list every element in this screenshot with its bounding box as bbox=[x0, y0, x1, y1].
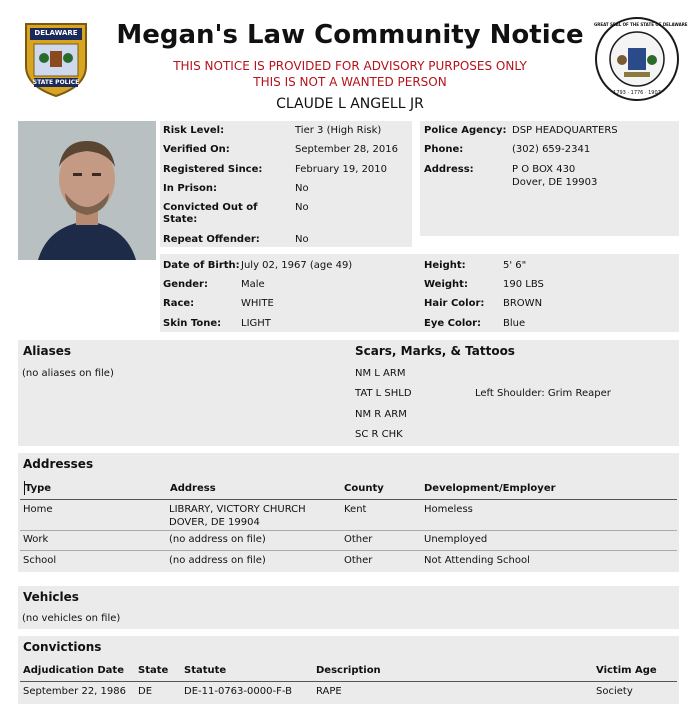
repeat-offender-value: No bbox=[295, 234, 309, 245]
in-prison-value: No bbox=[295, 183, 309, 194]
person-name: CLAUDE L ANGELL JR bbox=[276, 96, 424, 112]
race-label: Race: bbox=[163, 298, 195, 309]
conviction-row-statute: DE-11-0763-0000-F-B bbox=[184, 686, 292, 697]
gender-label: Gender: bbox=[163, 279, 208, 290]
address-row-county: Other bbox=[344, 555, 373, 566]
address-row-address-line2: DOVER, DE 19904 bbox=[169, 517, 260, 528]
address-row-county: Other bbox=[344, 534, 373, 545]
scar-item: NM R ARM bbox=[355, 409, 407, 420]
scar-item: NM L ARM bbox=[355, 368, 406, 379]
address-col-employer: Development/Employer bbox=[424, 483, 556, 494]
scars-title: Scars, Marks, & Tattoos bbox=[355, 344, 515, 358]
agency-address-line1: P O BOX 430 bbox=[512, 164, 576, 175]
hair-color-label: Hair Color: bbox=[424, 298, 485, 309]
address-row-type: Work bbox=[23, 534, 49, 545]
height-label: Height: bbox=[424, 260, 466, 271]
gender-value: Male bbox=[241, 279, 265, 290]
agency-address-line2: Dover, DE 19903 bbox=[512, 177, 598, 188]
conviction-col-date: Adjudication Date bbox=[23, 665, 124, 676]
address-row-address: (no address on file) bbox=[169, 534, 266, 545]
address-row-type: Home bbox=[23, 504, 53, 515]
agency-address-label: Address: bbox=[424, 164, 474, 175]
hair-color-value: BROWN bbox=[503, 298, 543, 309]
height-value: 5' 6" bbox=[503, 260, 527, 271]
weight-label: Weight: bbox=[424, 279, 468, 290]
race-value: WHITE bbox=[241, 298, 274, 309]
state-seal bbox=[594, 16, 688, 102]
phone-value: (302) 659-2341 bbox=[512, 144, 591, 155]
address-row-address: LIBRARY, VICTORY CHURCH bbox=[169, 504, 306, 515]
eye-color-value: Blue bbox=[503, 318, 526, 329]
scar-item: SC R CHK bbox=[355, 429, 403, 440]
dob-value: July 02, 1967 (age 49) bbox=[241, 260, 353, 271]
badge-text-top: DELAWARE bbox=[34, 29, 78, 37]
advisory-notice: THIS NOTICE IS PROVIDED FOR ADVISORY PURPOSES ONLY bbox=[173, 59, 527, 73]
phone-label: Phone: bbox=[424, 144, 464, 155]
text-cursor bbox=[24, 481, 25, 495]
address-row-type: School bbox=[23, 555, 57, 566]
convicted-out-of-state-label: Convicted Out of State: bbox=[163, 202, 258, 225]
dob-label: Date of Birth: bbox=[163, 260, 240, 271]
conviction-col-description: Description bbox=[316, 665, 381, 676]
convicted-out-of-state-value: No bbox=[295, 202, 309, 213]
address-row-divider bbox=[20, 550, 677, 551]
conviction-row-victim-age: Society bbox=[596, 686, 633, 697]
tattoo-note: Left Shoulder: Grim Reaper bbox=[475, 388, 611, 399]
conviction-header-divider bbox=[20, 681, 677, 682]
address-col-type: Type bbox=[25, 483, 52, 494]
page-title: Megan's Law Community Notice bbox=[116, 20, 584, 50]
addresses-title: Addresses bbox=[23, 457, 94, 471]
address-row-employer: Unemployed bbox=[424, 534, 488, 545]
address-col-county: County bbox=[344, 483, 384, 494]
vehicles-empty: (no vehicles on file) bbox=[22, 613, 121, 624]
weight-value: 190 LBS bbox=[503, 279, 544, 290]
verified-on-value: September 28, 2016 bbox=[295, 144, 398, 155]
offender-photo bbox=[18, 121, 156, 260]
address-row-employer: Homeless bbox=[424, 504, 473, 515]
registered-since-label: Registered Since: bbox=[163, 164, 263, 175]
eye-color-label: Eye Color: bbox=[424, 318, 482, 329]
in-prison-label: In Prison: bbox=[163, 183, 217, 194]
conviction-row-date: September 22, 1986 bbox=[23, 686, 126, 697]
risk-level-value: Tier 3 (High Risk) bbox=[295, 125, 382, 136]
address-col-address: Address bbox=[170, 483, 216, 494]
address-row-county: Kent bbox=[344, 504, 367, 515]
risk-level-label: Risk Level: bbox=[163, 125, 225, 136]
skin-tone-value: LIGHT bbox=[241, 318, 271, 329]
conviction-col-victim-age: Victim Age bbox=[596, 665, 657, 676]
aliases-title: Aliases bbox=[23, 344, 72, 358]
conviction-col-statute: Statute bbox=[184, 665, 227, 676]
not-wanted-notice: THIS IS NOT A WANTED PERSON bbox=[253, 75, 447, 89]
seal-text: GREAT SEAL OF THE STATE OF DELAWARE bbox=[594, 22, 688, 27]
convictions-title: Convictions bbox=[23, 640, 102, 654]
address-row-employer: Not Attending School bbox=[424, 555, 530, 566]
police-agency-value: DSP HEADQUARTERS bbox=[512, 125, 618, 136]
address-row-divider bbox=[20, 530, 677, 531]
scar-item: TAT L SHLD bbox=[355, 388, 412, 399]
vehicles-title: Vehicles bbox=[23, 590, 79, 604]
police-agency-label: Police Agency: bbox=[424, 125, 507, 136]
skin-tone-label: Skin Tone: bbox=[163, 318, 222, 329]
conviction-row-state: DE bbox=[138, 686, 153, 697]
aliases-empty: (no aliases on file) bbox=[22, 368, 114, 379]
verified-on-label: Verified On: bbox=[163, 144, 230, 155]
address-row-address: (no address on file) bbox=[169, 555, 266, 566]
repeat-offender-label: Repeat Offender: bbox=[163, 234, 260, 245]
conviction-row-description: RAPE bbox=[316, 686, 342, 697]
registered-since-value: February 19, 2010 bbox=[295, 164, 388, 175]
conviction-col-state: State bbox=[138, 665, 169, 676]
state-police-badge bbox=[20, 18, 92, 98]
badge-text-bottom: STATE POLICE bbox=[32, 79, 80, 86]
address-header-divider bbox=[20, 499, 677, 500]
seal-years: 1793 · 1776 · 1907 bbox=[613, 90, 661, 96]
